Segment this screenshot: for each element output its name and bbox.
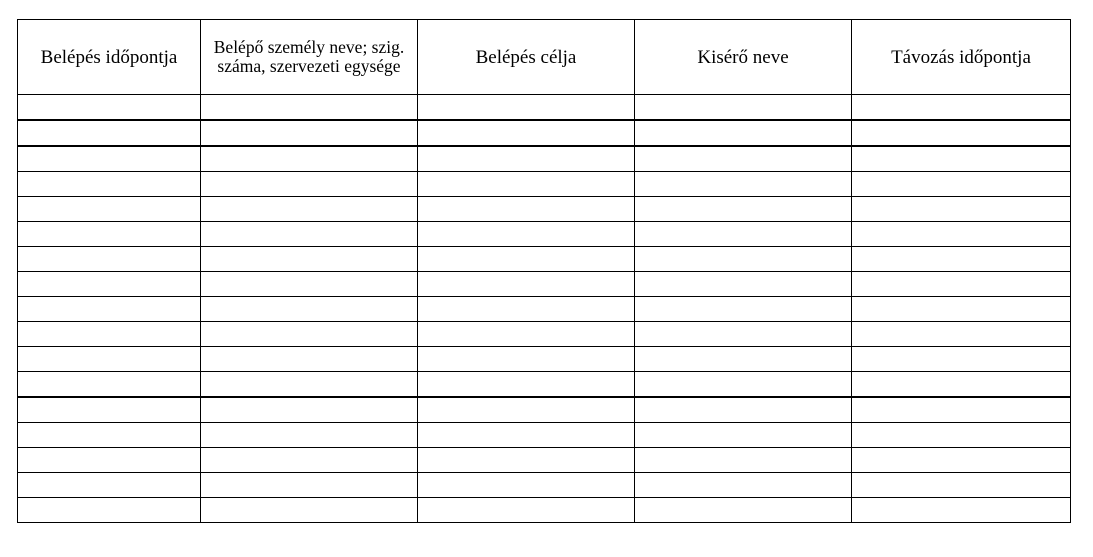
table-cell[interactable] — [852, 247, 1071, 272]
table-cell[interactable] — [852, 423, 1071, 448]
table-cell[interactable] — [18, 372, 201, 398]
table-cell[interactable] — [18, 322, 201, 347]
table-cell[interactable] — [201, 448, 418, 473]
table-header-row — [18, 20, 1071, 95]
table-cell[interactable] — [18, 146, 201, 172]
table-cell[interactable] — [635, 272, 852, 297]
table-cell[interactable] — [635, 347, 852, 372]
table-cell[interactable] — [418, 120, 635, 146]
table-cell[interactable] — [18, 222, 201, 247]
table-cell[interactable] — [852, 222, 1071, 247]
table-cell[interactable] — [852, 95, 1071, 121]
table-cell[interactable] — [418, 423, 635, 448]
table-cell[interactable] — [418, 222, 635, 247]
table-cell[interactable] — [635, 473, 852, 498]
table-row — [18, 322, 1071, 347]
table-cell[interactable] — [418, 448, 635, 473]
table-cell[interactable] — [201, 423, 418, 448]
table-cell[interactable] — [201, 347, 418, 372]
table-cell[interactable] — [201, 172, 418, 197]
entry-log-sheet — [17, 19, 1070, 523]
table-cell[interactable] — [18, 347, 201, 372]
table-cell[interactable] — [18, 197, 201, 222]
table-cell[interactable] — [852, 272, 1071, 297]
table-cell[interactable] — [201, 322, 418, 347]
table-cell[interactable] — [418, 247, 635, 272]
table-cell[interactable] — [635, 222, 852, 247]
table-row — [18, 247, 1071, 272]
table-cell[interactable] — [18, 473, 201, 498]
table-row — [18, 272, 1071, 297]
table-row — [18, 448, 1071, 473]
table-cell[interactable] — [18, 423, 201, 448]
table-cell[interactable] — [635, 498, 852, 523]
table-cell[interactable] — [635, 172, 852, 197]
table-cell[interactable] — [635, 120, 852, 146]
header-visitor-name-id-unit: Belépő személy neve; szig. száma, szervezeti egysége — [201, 20, 418, 95]
table-cell[interactable] — [201, 146, 418, 172]
table-cell[interactable] — [18, 272, 201, 297]
table-cell[interactable] — [201, 197, 418, 222]
table-row — [18, 197, 1071, 222]
table-cell[interactable] — [852, 473, 1071, 498]
table-cell[interactable] — [418, 322, 635, 347]
table-cell[interactable] — [418, 146, 635, 172]
table-cell[interactable] — [852, 297, 1071, 322]
table-row — [18, 423, 1071, 448]
header-escort-name: Kisérő neve — [635, 20, 852, 95]
table-cell[interactable] — [18, 397, 201, 423]
table-row — [18, 95, 1071, 121]
table-cell[interactable] — [18, 172, 201, 197]
table-cell[interactable] — [418, 297, 635, 322]
table-row — [18, 498, 1071, 523]
table-cell[interactable] — [418, 197, 635, 222]
header-departure-time: Távozás időpontja — [852, 20, 1071, 95]
table-cell[interactable] — [635, 297, 852, 322]
table-cell[interactable] — [852, 498, 1071, 523]
table-body — [18, 95, 1071, 523]
table-cell[interactable] — [852, 146, 1071, 172]
table-cell[interactable] — [18, 120, 201, 146]
table-cell[interactable] — [635, 448, 852, 473]
table-cell[interactable] — [18, 297, 201, 322]
table-cell[interactable] — [201, 272, 418, 297]
table-cell[interactable] — [852, 197, 1071, 222]
table-cell[interactable] — [852, 372, 1071, 398]
table-row — [18, 297, 1071, 322]
header-entry-purpose: Belépés célja — [418, 20, 635, 95]
table-row — [18, 473, 1071, 498]
table-cell[interactable] — [201, 473, 418, 498]
table-cell[interactable] — [18, 448, 201, 473]
table-cell[interactable] — [852, 448, 1071, 473]
table-cell[interactable] — [852, 322, 1071, 347]
table-cell[interactable] — [201, 95, 418, 121]
table-row — [18, 172, 1071, 197]
table-cell[interactable] — [18, 498, 201, 523]
table-cell[interactable] — [418, 347, 635, 372]
table-cell[interactable] — [201, 372, 418, 398]
table-cell[interactable] — [418, 272, 635, 297]
table-cell[interactable] — [635, 322, 852, 347]
table-cell[interactable] — [418, 397, 635, 423]
table-cell[interactable] — [18, 95, 201, 121]
table-cell[interactable] — [852, 172, 1071, 197]
table-cell[interactable] — [852, 120, 1071, 146]
table-cell[interactable] — [201, 247, 418, 272]
table-cell[interactable] — [635, 197, 852, 222]
table-cell[interactable] — [635, 247, 852, 272]
table-cell[interactable] — [635, 95, 852, 121]
table-cell[interactable] — [201, 222, 418, 247]
table-row — [18, 372, 1071, 398]
table-cell[interactable] — [635, 372, 852, 398]
header-entry-time: Belépés időpontja — [18, 20, 201, 95]
table-cell[interactable] — [635, 146, 852, 172]
table-cell[interactable] — [418, 172, 635, 197]
table-row — [18, 397, 1071, 423]
table-row — [18, 146, 1071, 172]
table-cell[interactable] — [635, 397, 852, 423]
table-cell[interactable] — [201, 120, 418, 146]
table-row — [18, 222, 1071, 247]
entry-log-table — [17, 19, 1071, 523]
table-cell[interactable] — [852, 347, 1071, 372]
table-cell[interactable] — [418, 473, 635, 498]
table-cell[interactable] — [418, 372, 635, 398]
table-cell[interactable] — [201, 397, 418, 423]
table-cell[interactable] — [18, 247, 201, 272]
table-cell[interactable] — [418, 498, 635, 523]
table-row — [18, 120, 1071, 146]
table-cell[interactable] — [201, 498, 418, 523]
table-cell[interactable] — [418, 95, 635, 121]
table-row — [18, 347, 1071, 372]
table-cell[interactable] — [852, 397, 1071, 423]
table-cell[interactable] — [201, 297, 418, 322]
table-cell[interactable] — [635, 423, 852, 448]
